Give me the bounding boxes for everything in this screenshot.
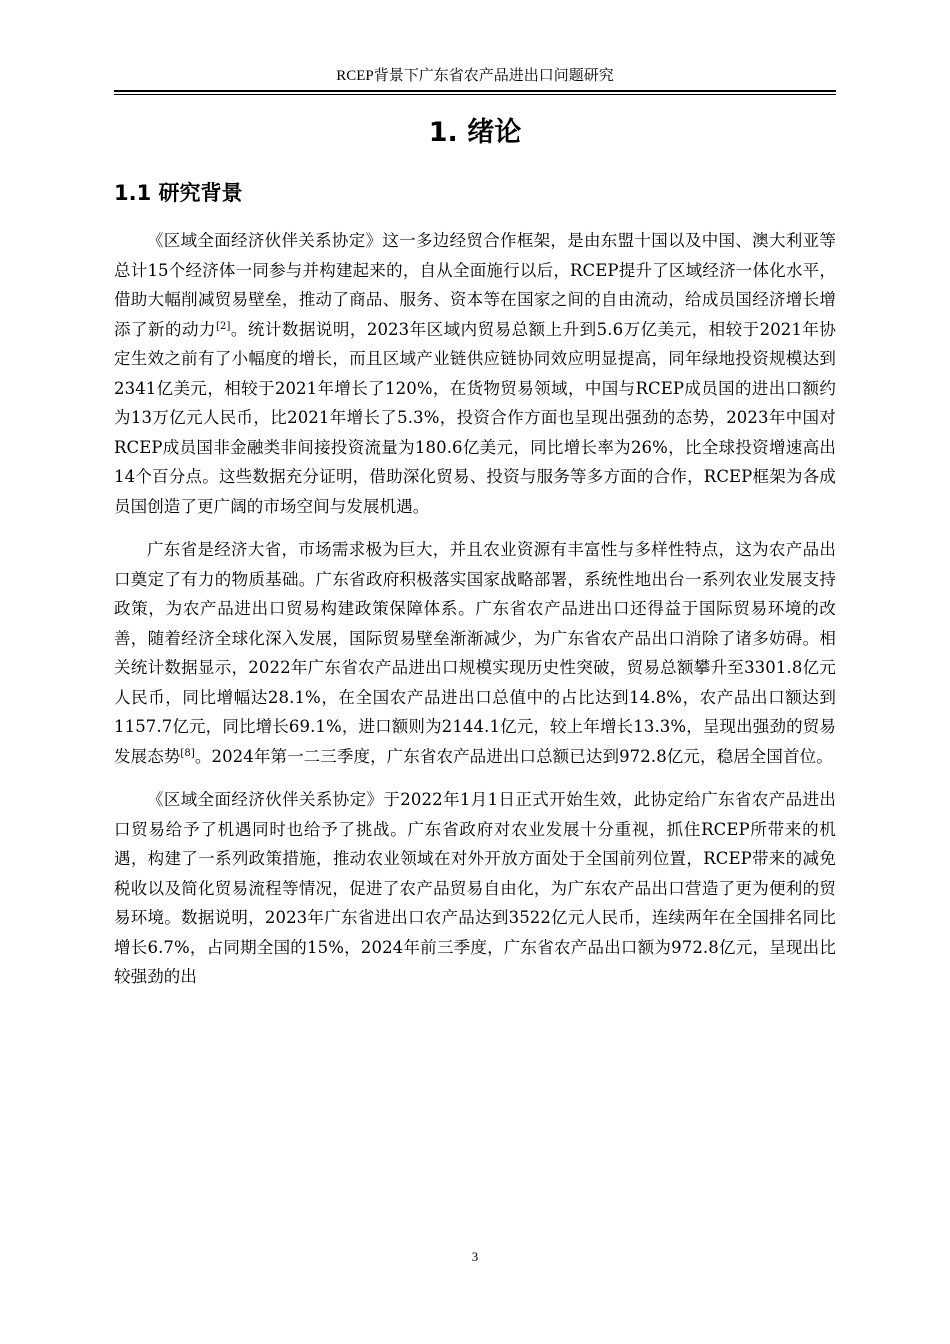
- page-number: 3: [471, 1249, 479, 1264]
- paragraph-1: [114, 226, 836, 521]
- header-rule: [114, 90, 836, 95]
- citation-ref[interactable]: [8]: [180, 747, 195, 759]
- paragraph-2: [114, 535, 836, 771]
- paragraph-3: [114, 785, 836, 992]
- paragraph-text: 广东省是经济大省，市场需求极为巨大，并且农业资源有丰富性与多样性特点，这为农产品出口奠定了有力的物质基础。广东省政府积极落实国家战略部署，系统性地出台一系列农业发展支持政策，为农产品进出口贸易构建政策保障体系。广东省农产品进出口还得益于国际贸易环境的改善，随着经济全球化深入发展，国际贸易壁垒渐渐减少，为广东省农产品出口消除了诸多妨碍。相关统计数据显示，2022年广东省农产品进出口规模实现历史性突破，贸易总额攀升至3301.8亿元人民币，同比增幅达28.1%，在全国农产品进出口总值中的占比达到14.8%，农产品出口额达到1157.7亿元，同比增长69.1%，进口额则为2144.1亿元，较上年增长13.3%，呈现出强劲的贸易发展态势: [114, 540, 836, 766]
- body-text: [114, 226, 836, 1006]
- chapter-title: 1. 绪论: [428, 117, 522, 148]
- paragraph-text: 《区域全面经济伙伴关系协定》于2022年1月1日正式开始生效，此协定给广东省农产品进出口贸易给予了机遇同时也给予了挑战。广东省政府对农业发展十分重视，抓住RCEP所带来的机遇，构建了一系列政策措施，推动农业领域在对外开放方面处于全国前列位置，RCEP带来的减免税收以及简化贸易流程等情况，促进了农产品贸易自由化，为广东农产品出口营造了更为便利的贸易环境。数据说明，2023年广东省进出口农产品达到3522亿元人民币，连续两年在全国排名同比增长6.7%，占同期全国的15%，2024年前三季度，广东省农产品出口额为972.8亿元，呈现出比较强劲的出: [114, 790, 836, 986]
- running-header: RCEP背景下广东省农产品进出口问题研究: [336, 68, 614, 84]
- paragraph-text: 《区域全面经济伙伴关系协定》这一多边经贸合作框架，是由东盟十国以及中国、澳大利亚等总计15个经济体一同参与并构建起来的，自从全面施行以后，RCEP提升了区域经济一体化水平，借助大幅削减贸易壁垒，推动了商品、服务、资本等在国家之间的自由流动，给成员国经济增长增添了新的动力: [114, 231, 836, 339]
- citation-ref[interactable]: [2]: [216, 320, 231, 332]
- paragraph-text: 。2024年第一二三季度，广东省农产品进出口总额已达到972.8亿元，稳居全国首位。: [194, 746, 833, 766]
- paragraph-text: 。统计数据说明，2023年区域内贸易总额上升到5.6万亿美元，相较于2021年协定生效之前有了小幅度的增长，而且区域产业链供应链协同效应明显提高，同年绿地投资规模达到2341亿美元，相较于2021年增长了120%，在货物贸易领域，中国与RCEP成员国的进出口额约为13万亿元人民币，比2021年增长了5.3%，投资合作方面也呈现出强劲的态势，2023年中国对RCEP成员国非金融类非间接投资流量为180.6亿美元，同比增长率为26%，比全球投资增速高出14个百分点。这些数据充分证明，借助深化贸易、投资与服务等多方面的合作，RCEP框架为各成员国创造了更广阔的市场空间与发展机遇。: [114, 319, 836, 516]
- section-title: 1.1 研究背景: [114, 181, 243, 205]
